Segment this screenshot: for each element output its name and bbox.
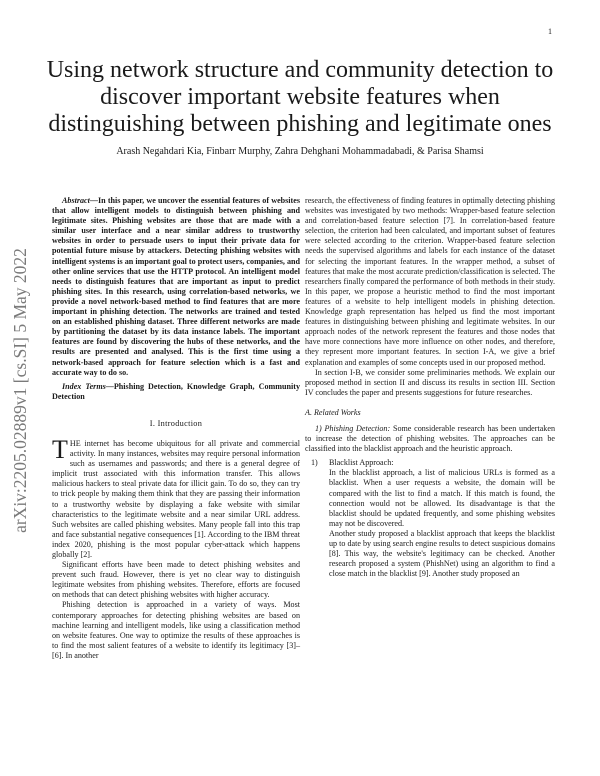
right-paragraph-2: In section I-B, we consider some preliminaries methods. We explain our proposed method in section II and discuss its results in section III. Section IV concludes the paper and presents suggestions for future researches. bbox=[305, 367, 555, 397]
phishing-detection-text: Some considerable research has been undertaken to increase the detection of phishing websites. The approaches can be classified into the blacklist approach and the heuristic approach. bbox=[305, 423, 555, 454]
abstract bbox=[52, 196, 300, 378]
intro-paragraph-1-text: HE internet has become ubiquitous for all private and commercial activity. In many instances, websites may require personal information such as usernames and passwords; and there is a general degree of implicit trust associated with this information transfer. This allows malicious hackers to steal private data for illicit gain. To do so, they can try to trick people by making them think that they are passing their information to a trustworthy website by displaying a fake website with similar characteristics to the legitimate website and a near similar URL address. Such websites are called phishing websites. Many people fall into this trap and face substantial negative consequences [1]. According to the IBM threat index 2020, phishing is the most popular cyber-attack which happens globally [2]. bbox=[52, 438, 300, 559]
introduction-body bbox=[52, 434, 300, 661]
arxiv-identifier: arXiv:2205.02889v1 [cs.SI] 5 May 2022 bbox=[9, 247, 30, 533]
paper-title: Using network structure and community detection to discover important website features when distinguishing between phishing and legitimate ones bbox=[46, 57, 554, 137]
intro-paragraph-3: Phishing detection is approached in a variety of ways. Most contemporary approaches for detecting phishing websites are based on machine learning and intelligent models, like using a classification method on website features. One way to optimize the results of these approaches is to find the most salient features of a website to identify its legitimacy [3]–[6]. In another bbox=[52, 600, 300, 660]
arxiv-sidebar-stamp bbox=[2, 190, 38, 590]
abstract-label: Abstract— bbox=[62, 196, 98, 205]
subsection-heading-related-works: A. Related Works bbox=[305, 407, 361, 417]
list-item-paragraph-2: Another study proposed a blacklist approach that keeps the blacklist up to date by using search engine results to detect suspicious domains [8]. This way, the website's legitimacy can be checked. Another research proposed a system (PhishNet) using an algorithm to find a close match in the blacklist [9]. Another study proposed an bbox=[329, 528, 555, 579]
drop-cap: T bbox=[52, 434, 68, 464]
right-column bbox=[305, 196, 555, 579]
list-item-paragraph-1: In the blacklist approach, a list of malicious URLs is formed as a blacklist. When a user requests a website, the domain will be compared with the list to find a match. If this match is found, the connection would not be allowed. Its disadvantage is that the blacklist should be updated frequently, and some phishing websites may not be discovered. bbox=[329, 468, 555, 528]
phishing-detection-heading: 1) Phishing Detection: bbox=[315, 423, 391, 433]
author-list: Arash Negahdari Kia, Finbarr Murphy, Zahra Dehghani Mohammadabadi, & Parisa Shamsi bbox=[116, 146, 484, 157]
left-column bbox=[52, 196, 300, 661]
index-terms-label: Index Terms— bbox=[62, 381, 114, 391]
index-terms-text: Phishing Detection, Knowledge Graph, Community Detection bbox=[52, 381, 300, 401]
phishing-detection-paragraph bbox=[305, 424, 555, 454]
approach-list bbox=[305, 458, 555, 579]
list-item-number: 1) bbox=[311, 458, 318, 468]
right-paragraph-1: research, the effectiveness of finding features in optimally detecting phishing websites was investigated by two methods: Wrapper-based feature selection and correlation-based feature selection [7]. In correlation-based feature selection, the criterion had been calculated, and important subset of features were selected according to the criterion. Wrapper-based feature selection needs the supervised algorithms and labels for each instance of the dataset for selecting the important features. In the wrapper method, a subset of features that make the most accurate prediction/classification is selected. The researchers finally compared the performance of both methods in their study. In this paper, we propose a heuristic method to find the most important features of a website to help intelligent models in phishing detection. Knowledge graph representation has helped us find the most important features in distinguishing between phishing and legitimate websites. In our approach nodes of the network represent the features and those nodes that have more connections have more influence on other nodes, and therefore, they represent more important features. In section I-A, we give a brief explanation and examples of some concepts used in our proposed method. bbox=[305, 196, 555, 367]
abstract-text: In this paper, we uncover the essential features of websites that allow intelligent models to distinguish between phishing and legitimate sites. Phishing websites are those that are made with a similar user interface and a near similar address to trustworthy websites in order to persuade users to input their private data for potential future misuse by attackers. Detecting phishing websites with intelligent systems is an important goal to protect users, companies, and other online services that use the HTTP protocol. An intelligent model needs to distinguish features that are important as input to predict phishing sites. In this research, using correlation-based networks, we provide a novel network-based method to find features that are more important in phishing detection. The networks are trained and tested on an established phishing dataset. Three different networks are made by partitioning the dataset by its data instance labels. The important features are found by discovering the hubs of these networks, and the results are presented and analysed. This is the first time using a network-based approach for feature selection which is a fast and accurate way to do so. bbox=[52, 196, 300, 377]
list-item-content bbox=[329, 458, 555, 579]
index-terms bbox=[52, 382, 300, 402]
list-item-lead: Blacklist Approach: bbox=[329, 458, 394, 468]
intro-paragraph-1 bbox=[52, 434, 300, 560]
abstract-paragraph bbox=[52, 196, 300, 378]
intro-paragraph-2: Significant efforts have been made to detect phishing websites and prevent such fraud. However, there is yet no clear way to distinguish legitimate websites from phishing websites. Therefore, efforts are focused on methods that can detect phishing websites with higher accuracy. bbox=[52, 560, 300, 600]
page-number: 1 bbox=[548, 27, 552, 36]
section-heading-introduction: I. Introduction bbox=[149, 418, 203, 428]
list-item bbox=[305, 458, 555, 579]
